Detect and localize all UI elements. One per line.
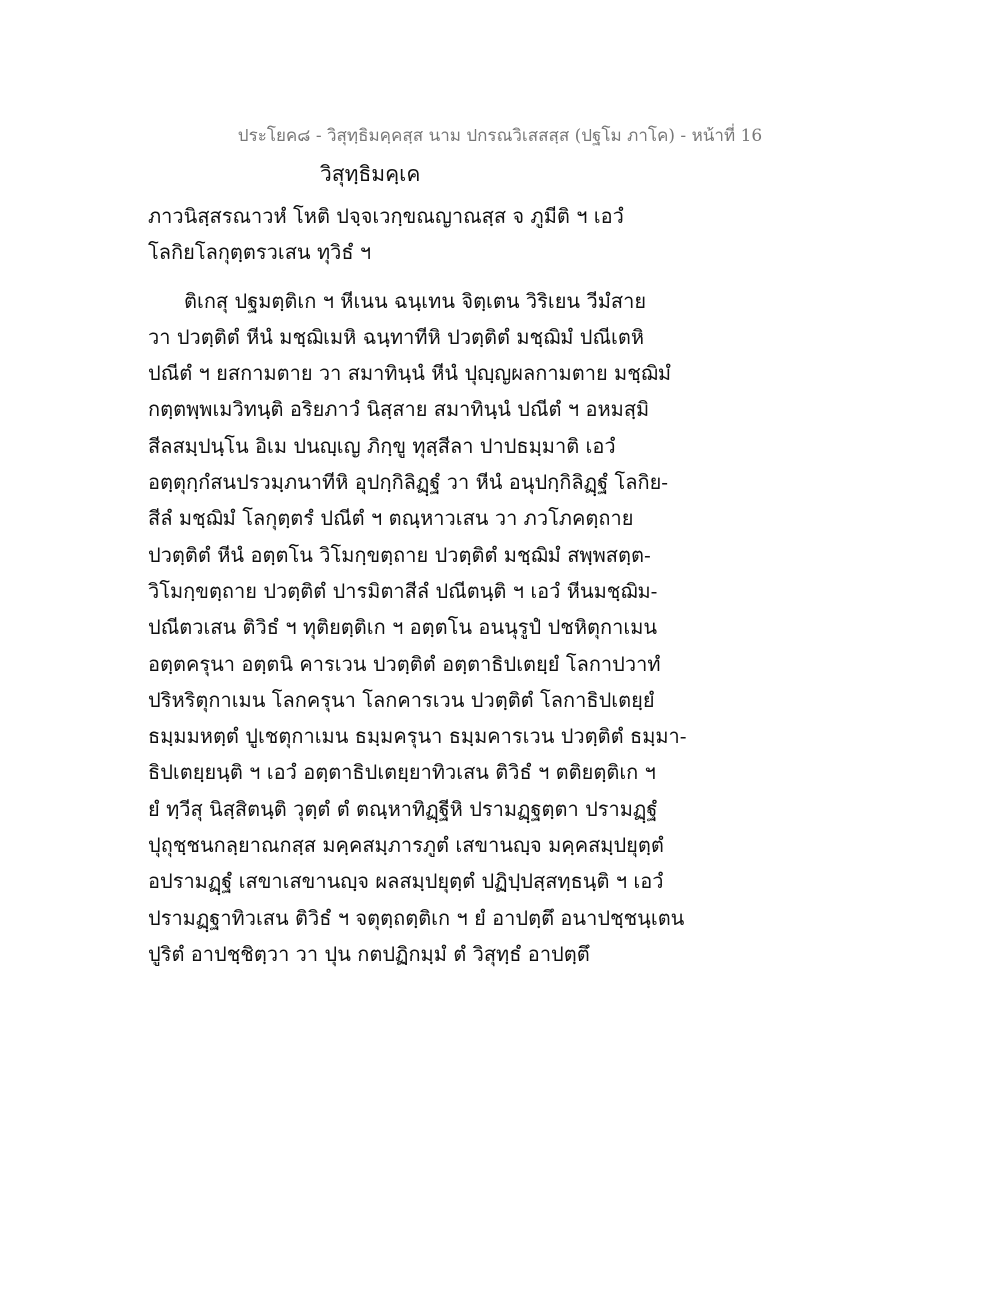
text-line: สีลสมฺปนฺโน อิเม ปนญฺเญ ภิกฺขู ทุสฺสีลา ปาปธมฺมาติ เอวํ (148, 433, 616, 458)
running-header (0, 122, 1000, 149)
text-line: ปณีตวเสน ติวิธํ ฯ ทุติยตฺติเก ฯ อตฺตโน อนนุรูปํ ปชหิตุกาเมน (148, 615, 658, 640)
text-line: ปรามฏฺฐาทิวเสน ติวิธํ ฯ จตุตฺถตฺติเก ฯ ยํ อาปตฺตึ อนาปชฺชนฺเตน (148, 905, 685, 930)
text-line: ธิปเตยฺยนฺติ ฯ เอวํ อตฺตาธิปเตยฺยาทิวเสน ติวิธํ ฯ ตติยตฺติเก ฯ (148, 760, 656, 785)
text-line: ภาวนิสฺสรณาวหํ โหติ ปจฺจเวกฺขณญาณสฺส จ ภูมีติ ฯ เอวํ (148, 204, 624, 228)
text-line: ธมฺมมหตฺตํ ปูเชตุกาเมน ธมฺมครุนา ธมฺมคารเวน ปวตฺติตํ ธมฺมา- (148, 724, 687, 749)
text-line: วิโมกฺขตฺถาย ปวตฺติตํ ปารมิตาสีลํ ปณีตนฺติ ฯ เอวํ หีนมชฺฌิม- (148, 578, 658, 603)
text-line: สีลํ มชฺฌิมํ โลกุตฺตรํ ปณีตํ ฯ ตณฺหาวเสน วา ภวโภคตฺถาย (148, 506, 634, 531)
text-line: ยํ ทฺวีสุ นิสฺสิตนฺติ วุตฺตํ ตํ ตณฺหาทิฏฺฐีหิ ปรามฏฺฐตฺตา ปรามฏฺฐํ (148, 796, 658, 821)
text-line: อปรามฏฺฐํ เสขาเสขานญฺจ ผลสมฺปยุตฺตํ ปฏิปฺปสฺสทฺธนฺติ ฯ เอวํ (148, 869, 664, 894)
body-text (148, 198, 687, 972)
running-header-text: ประโยค๘ - วิสุทฺธิมคฺคสฺส นาม ปกรณวิเสสสฺส (ปฐโม ภาโค) - หน้าที่ 16 (237, 126, 763, 146)
text-line: ปวตฺติตํ หีนํ อตฺตโน วิโมกฺขตฺถาย ปวตฺติตํ มชฺฌิมํ สพฺพสตฺต- (148, 542, 651, 567)
chapter-title: วิสุทฺธิมคฺเค (320, 162, 421, 186)
text-line: ติเกสุ ปฐมตฺติเก ฯ หีเนน ฉนฺเทน จิตฺเตน วิริเยน วีมํสาย (184, 288, 647, 313)
text-line: อตฺตครุนา อตฺตนิ คารเวน ปวตฺติตํ อตฺตาธิปเตยฺยํ โลกาปวาทํ (148, 651, 661, 676)
text-line: โลกิยโลกุตฺตรวเสน ทุวิธํ ฯ (148, 240, 372, 265)
text-line: วา ปวตฺติตํ หีนํ มชฺฌิเมหิ ฉนฺทาทีหิ ปวตฺติตํ มชฺฌิมํ ปณีเตหิ (148, 324, 645, 349)
text-line: ปณีตํ ฯ ยสกามตาย วา สมาทินฺนํ หีนํ ปุญฺญผลกามตาย มชฺฌิมํ (148, 361, 672, 386)
text-line: อตฺตุกฺกํสนปรวมฺภนาทีหิ อุปกฺกิลิฏฺฐํ วา หีนํ อนุปกฺกิลิฏฺฐํ โลกิย- (148, 470, 669, 495)
text-line: ปริหริตุกาเมน โลกครุนา โลกคารเวน ปวตฺติตํ โลกาธิปเตยฺยํ (148, 687, 655, 712)
text-line: ปุถุชฺชนกลฺยาณกสฺส มคฺคสมฺภารภูตํ เสขานญฺจ มคฺคสมฺปยุตฺตํ (148, 833, 664, 858)
text-line: กตฺตพฺพเมวิทนฺติ อริยภาวํ นิสฺสาย สมาทินฺนํ ปณีตํ ฯ อหมสฺมิ (148, 397, 650, 422)
text-line: ปูริตํ อาปชฺชิตฺวา วา ปุน กตปฏิกมฺมํ ตํ วิสุทฺธํ อาปตฺตึ (148, 941, 590, 966)
